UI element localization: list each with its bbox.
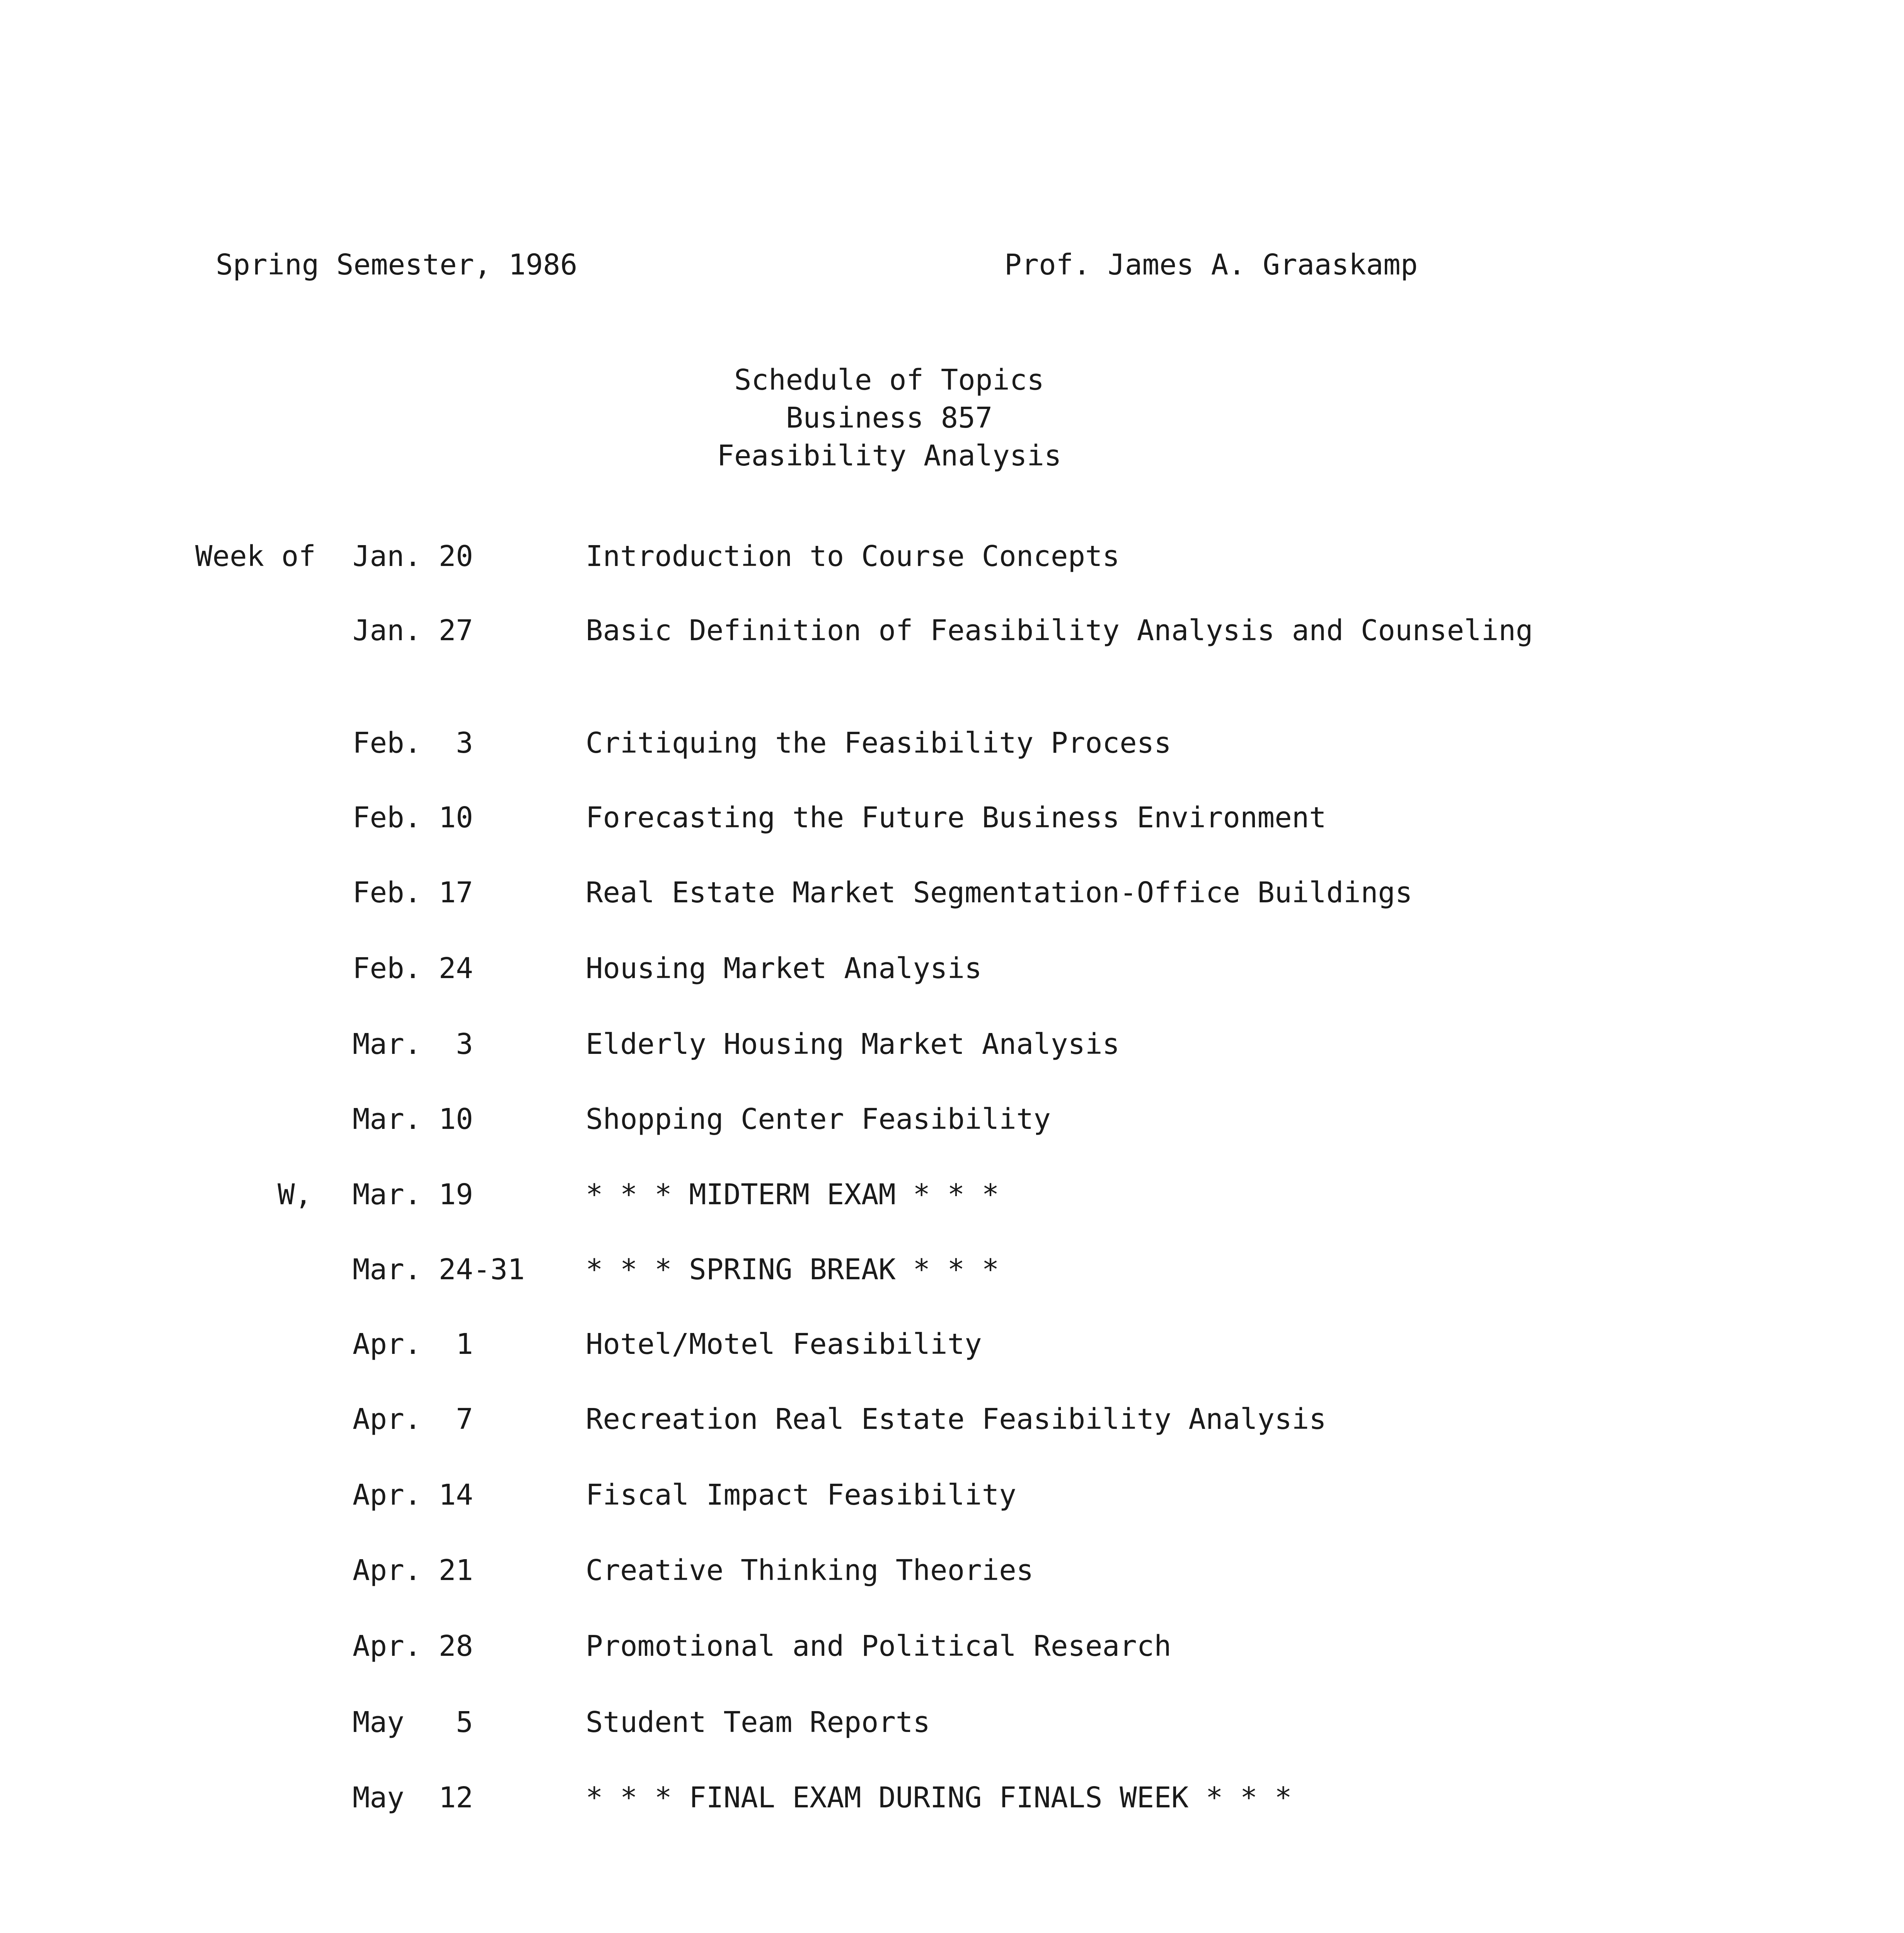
schedule-row [0, 1180, 1904, 1254]
schedule-row [0, 1632, 1904, 1705]
schedule-date: Apr. 14 [353, 1478, 473, 1512]
schedule-date: Feb. 3 [353, 726, 473, 760]
schedule-row [0, 542, 1904, 615]
schedule-date: Mar. 10 [353, 1103, 473, 1136]
schedule-topic: Recreation Real Estate Feasibility Analysis [586, 1403, 1326, 1436]
semester-header: Spring Semester, 1986 [216, 248, 578, 281]
schedule-topic: Housing Market Analysis [586, 952, 982, 985]
title-line-course: Business 857 [786, 401, 993, 435]
schedule-topic: Elderly Housing Market Analysis [586, 1028, 1120, 1061]
schedule-row [0, 1783, 1904, 1857]
schedule-date: Apr. 21 [353, 1554, 473, 1587]
schedule-row [0, 1478, 1904, 1554]
schedule-topic: Introduction to Course Concepts [586, 540, 1120, 573]
schedule-topic: Promotional and Political Research [586, 1630, 1171, 1663]
date-marker: W, [278, 1178, 312, 1211]
schedule-date: May 12 [353, 1781, 473, 1814]
schedule-topic: Forecasting the Future Business Environment [586, 801, 1326, 834]
schedule-row [0, 803, 1904, 877]
schedule-topic: * * * SPRING BREAK * * * [586, 1253, 999, 1286]
schedule-date: May 5 [353, 1706, 473, 1739]
title-line-schedule: Schedule of Topics [734, 363, 1044, 397]
schedule-row [0, 1255, 1904, 1329]
schedule-topic: Hotel/Motel Feasibility [586, 1328, 982, 1361]
schedule-row [0, 1030, 1904, 1103]
week-label: Week of [195, 540, 316, 573]
schedule-topic: * * * FINAL EXAM DURING FINALS WEEK * * * [586, 1781, 1292, 1814]
schedule-date: Apr. 7 [353, 1403, 473, 1436]
title-line-subject: Feasibility Analysis [717, 439, 1062, 472]
schedule-date: Jan. 20 [353, 540, 473, 573]
schedule-date: Mar. 3 [353, 1028, 473, 1061]
schedule-row [0, 1556, 1904, 1630]
schedule-date: Apr. 28 [353, 1630, 473, 1663]
schedule-date: Apr. 1 [353, 1328, 473, 1361]
schedule-date: Feb. 24 [353, 952, 473, 985]
schedule-row [0, 1708, 1904, 1781]
schedule-topic: Critiquing the Feasibility Process [586, 726, 1171, 760]
schedule-topic: Creative Thinking Theories [586, 1554, 1034, 1587]
schedule-row [0, 878, 1904, 952]
schedule-topic: Student Team Reports [586, 1706, 931, 1739]
schedule-row [0, 954, 1904, 1028]
schedule-row [0, 1405, 1904, 1478]
schedule-topic: Basic Definition of Feasibility Analysis and Counseling [586, 614, 1533, 647]
schedule-date: Feb. 17 [353, 876, 473, 909]
schedule-row [0, 1105, 1904, 1178]
schedule-topic: Shopping Center Feasibility [586, 1103, 1051, 1136]
schedule-date: Mar. 24-31 [353, 1253, 525, 1286]
schedule-row [0, 726, 1904, 802]
schedule-date: Mar. 19 [353, 1178, 473, 1211]
schedule-topic: Real Estate Market Segmentation-Office Buildings [586, 876, 1413, 909]
professor-header: Prof. James A. Graaskamp [1004, 248, 1418, 281]
document-title [657, 361, 1121, 475]
schedule-topic: * * * MIDTERM EXAM * * * [586, 1178, 999, 1211]
schedule-topic: Fiscal Impact Feasibility [586, 1478, 1016, 1512]
schedule-row [0, 616, 1904, 690]
schedule-date: Feb. 10 [353, 801, 473, 834]
schedule-row [0, 1330, 1904, 1403]
schedule-date: Jan. 27 [353, 614, 473, 647]
